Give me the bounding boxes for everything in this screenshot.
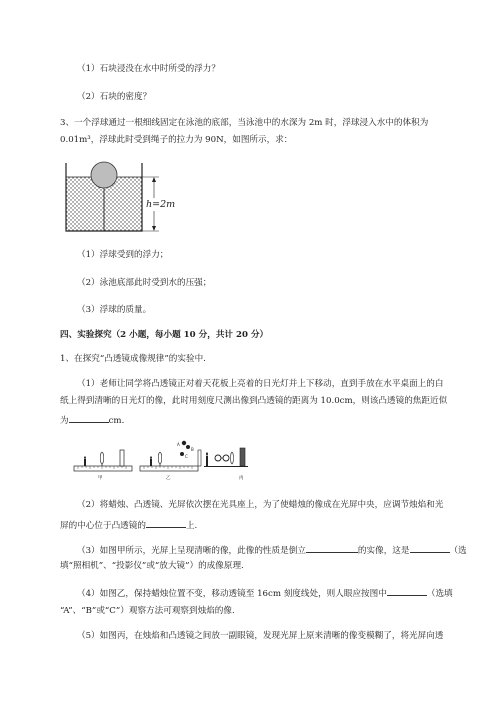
p3-line1-c: （选 [449, 546, 467, 556]
label-jia: 甲 [98, 476, 103, 481]
p1-line3 [60, 413, 124, 427]
svg-text:A: A [177, 442, 180, 447]
p4-line1-b: （选填 [426, 589, 453, 599]
label-bing: 丙 [239, 476, 244, 481]
p2-line2-pre: 屏的中心位于凸透镜的 [60, 521, 146, 531]
q3-line2: 0.01m³，浮球此时受到绳子的拉力为 90N，如图所示，求： [60, 135, 293, 145]
p4-line1-a: （4）如图乙，保持蜡烛位置不变，移动透镜至 16cm 刻度线处，则人眼应按图中 [77, 589, 387, 599]
answer-blank-axis[interactable] [146, 518, 186, 528]
p2-line2-post: 上. [185, 521, 198, 531]
setup-bing [204, 448, 248, 467]
answer-blank-observation[interactable] [387, 586, 427, 596]
p1-line1: （1）老师让同学将凸透镜正对着天花板上亮着的日光灯并上下移动，直到手放在水平桌面上的白 [77, 379, 444, 389]
answer-blank-device[interactable] [410, 543, 450, 553]
p2-line2 [60, 518, 197, 532]
optical-bench-figure [72, 436, 272, 482]
pool-depth-label: h=2m [146, 199, 176, 210]
pool-figure [62, 155, 172, 237]
answer-blank-focal-length[interactable] [69, 413, 109, 423]
p4-line1 [77, 586, 453, 600]
p1-line2: 纸上得到清晰的日光灯的像，此时用刻度尺测出像到凸透镜的距离为 10.0cm，则该凸透镜的焦距近似 [60, 396, 448, 406]
p3-line2: 填“照相机”、“投影仪”或“放大镜”）的成像原理. [60, 561, 244, 571]
p1-line3-post: cm. [108, 416, 125, 426]
q3-sub1: （1）浮球受到的浮力； [77, 250, 169, 260]
p3-line1-a: （3）如图甲所示，光屏上呈现清晰的像，此像的性质是倒立 [77, 546, 306, 556]
p4-line2: “A”、“B”或“C”）观察方法可观察到烛焰的像. [60, 606, 235, 616]
bench-yi [140, 441, 201, 471]
q3-sub2: （2）泳池底部此时受到水的压强； [77, 278, 212, 288]
q2-sub2: （2）石块的密度？ [77, 92, 152, 102]
bench-jia [74, 450, 132, 471]
svg-text:C: C [185, 454, 188, 459]
label-yi: 乙 [166, 476, 171, 481]
svg-text:B: B [191, 447, 194, 452]
q1-intro: 1、在探究“凸透镜成像规律”的实验中. [60, 354, 206, 364]
p3-line1-b: 的实像，这是 [357, 546, 410, 556]
answer-blank-image-size[interactable] [306, 543, 358, 553]
section-4-heading: 四、实验探究（2 小题，每小题 10 分，共计 20 分） [60, 330, 269, 340]
p5-line1: （5）如图丙，在烛焰和凸透镜之间放一副眼镜，发现光屏上原来清晰的像变模糊了，将光屏向透 [77, 631, 444, 641]
p2-line1: （2）将蜡烛、凸透镜、光屏依次摆在光具座上，为了使蜡烛的像成在光屏中央，应调节烛焰和光 [77, 500, 444, 510]
p3-line1 [77, 543, 467, 557]
p1-line3-pre: 为 [60, 416, 69, 426]
q2-sub1: （1）石块浸没在水中时所受的浮力？ [77, 64, 220, 74]
q3-line1: 3、一个浮球通过一根细线固定在泳池的底部，当泳池中的水深为 2m 时，浮球浸入水中的体积为 [60, 118, 429, 128]
q3-sub3: （3）浮球的质量。 [77, 305, 152, 315]
